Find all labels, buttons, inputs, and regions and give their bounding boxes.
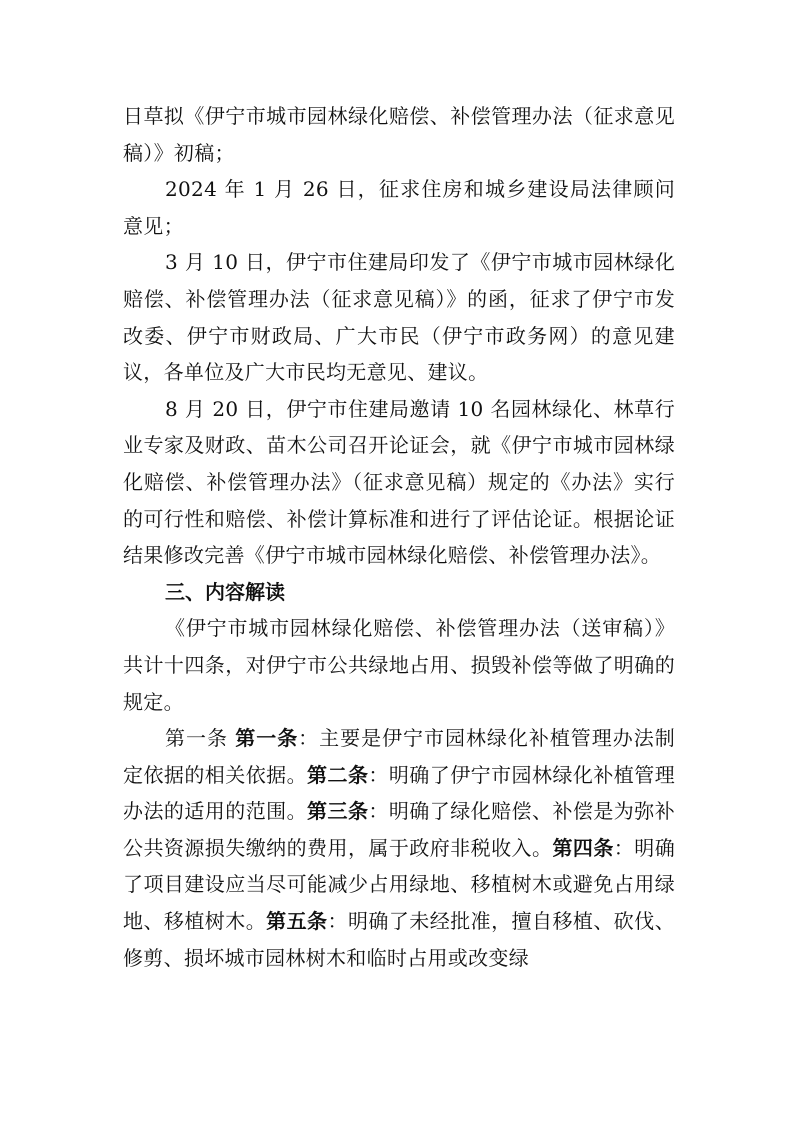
paragraph-public-consultation: 3 月 10 日，伊宁市住建局印发了《伊宁市城市园林绿化赔偿、补偿管理办法（征求意见稿）》的函，征求了伊宁市发改委、伊宁市财政局、广大市民（伊宁市政务网）的意见建议，各单位及广大市民均无意见、建议。	[123, 250, 675, 385]
paragraph-draft: 日草拟《伊宁市城市园林绿化赔偿、补偿管理办法（征求意见稿）》初稿；	[123, 104, 675, 165]
article-lead: 第一条	[165, 726, 236, 751]
article-1-text: ：主要是伊宁市园林绿化补植管理办法制定依据的相关依据。	[123, 726, 675, 787]
article-4-text: ：明确了项目建设应当尽可能减少占用绿地、移植树木或避免占用绿地、移植树木。	[123, 835, 675, 934]
paragraph-expert-review: 8 月 20 日，伊宁市住建局邀请 10 名园林绿化、林草行业专家及财政、苗木公司召开论证会，就《伊宁市城市园林绿化赔偿、补偿管理办法》（征求意见稿）规定的《办法》实行的可行性和赔偿、补偿计算标准和进行了评估论证。根据论证结果修改完善《伊宁市城市园林绿化赔偿、补偿管理办法》。	[123, 396, 675, 568]
article-3-text: ：明确了绿化赔偿、补偿是为弥补公共资源损失缴纳的费用，属于政府非税收入。	[123, 799, 676, 860]
article-4-label: 第四条	[552, 835, 614, 860]
article-1-label: 第一条	[235, 726, 299, 751]
document-page	[123, 98, 675, 976]
article-5-label: 第五条	[266, 909, 328, 934]
paragraph-articles	[123, 720, 675, 976]
paragraph-legal-counsel: 2024 年 1 月 26 日，征求住房和城乡建设局法律顾问意见；	[123, 177, 675, 238]
article-2-label: 第二条	[307, 762, 369, 787]
article-5-text: ：明确了未经批准，擅自移植、砍伐、修剪、损坏城市园林树木和临时占用或改变绿	[123, 909, 675, 970]
article-2-text: ：明确了伊宁市园林绿化补植管理办法的适用的范围。	[123, 762, 676, 824]
paragraph-overview: 《伊宁市城市园林绿化赔偿、补偿管理办法（送审稿）》共计十四条，对伊宁市公共绿地占用、损毁补偿等做了明确的规定。	[123, 616, 675, 714]
article-3-label: 第三条	[307, 799, 369, 824]
section-heading-content-interpretation: 三、内容解读	[165, 579, 285, 604]
